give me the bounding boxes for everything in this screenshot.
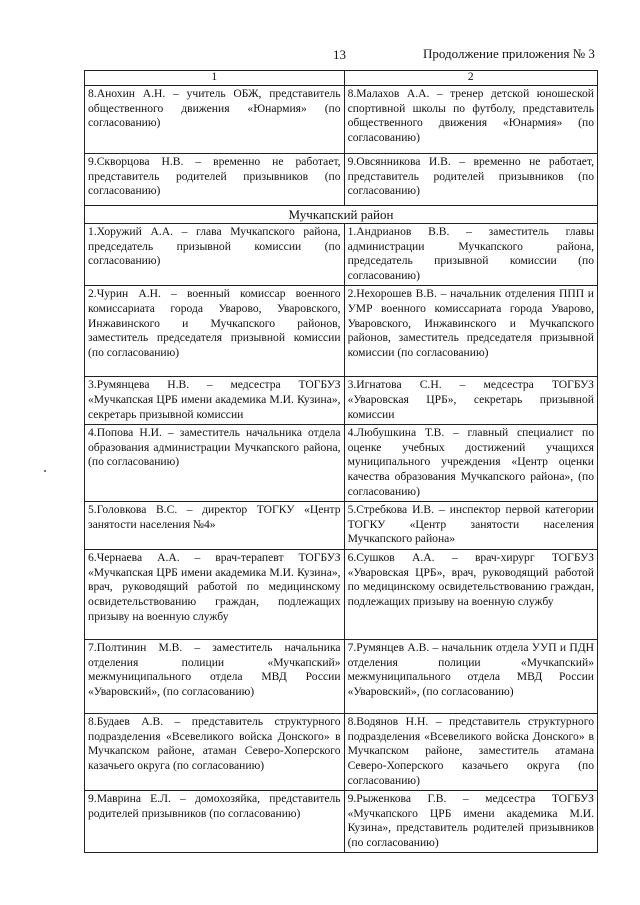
table-row — [85, 791, 598, 853]
table-cell-left: 3.Румянцева Н.В. – медсестра ТОГБУЗ «Мучкапская ЦРБ имени академика М.И. Кузина», секретарь призывной комиссии — [85, 377, 345, 425]
table-cell-left: 5.Головкова В.С. – директор ТОГКУ «Центр занятости населения №4» — [85, 502, 345, 550]
table-cell-right: 1.Андрианов В.В. – заместитель главы администрации Мучкапского района, председатель призывной комиссии (по согласованию) — [344, 224, 597, 286]
table-cell-right: 3.Игнатова С.Н. – медсестра ТОГБУЗ «Уваровская ЦРБ», секретарь призывной комиссии — [344, 377, 597, 425]
table-header-row — [85, 71, 598, 86]
table-row — [85, 502, 598, 550]
table-cell-right: 2.Нехорошев В.В. – начальник отделения ППП и УМР военного комиссариата города Уварово, Уваровского, Инжавинского и Мучкапского районов, заместитель председателя призывной комиссии (по согласованию) — [344, 286, 597, 377]
table-cell-left: 9.Скворцова Н.В. – временно не работает, представитель родителей призывников (по согласованию) — [85, 154, 345, 206]
table-row — [85, 714, 598, 791]
table-cell-right: 8.Малахов А.А. – тренер детской юношеской спортивной школы по футболу, представитель общественного движения «Юнармия» (по согласованию) — [344, 86, 597, 154]
table-cell-left: 8.Анохин А.Н. – учитель ОБЖ, представитель общественного движения «Юнармия» (по согласованию) — [85, 86, 345, 154]
scan-speck — [44, 470, 46, 472]
table-cell-right: 9.Овсянникова И.В. – временно не работает, представитель родителей призывников (по согласованию) — [344, 154, 597, 206]
table-cell-right: 9.Рыженкова Г.В. – медсестра ТОГБУЗ «Мучкапского ЦРБ имени академика М.И. Кузина», представитель родителей призывников (по согласованию) — [344, 791, 597, 853]
table-row — [85, 286, 598, 377]
table-cell-right: 4.Любушкина Т.В. – главный специалист по оценке учебных достижений учащихся муниципального учреждения «Центр оценки качества образования Мучкапского района», (по согласованию) — [344, 425, 597, 502]
section-title: Мучкапский район — [85, 206, 598, 224]
table-row — [85, 377, 598, 425]
page-number: 13 — [333, 47, 346, 62]
table-row — [85, 224, 598, 286]
table-cell-left: 9.Маврина Е.Л. – домохозяйка, представитель родителей призывников (по согласованию) — [85, 791, 345, 853]
section-row — [85, 206, 598, 224]
continuation-label: Продолжение приложения № 3 — [423, 46, 595, 61]
table-cell-left: 7.Полтинин М.В. – заместитель начальника отделения полиции «Мучкапский» межмуниципального отдела МВД России «Уваровский», (по согласованию) — [85, 640, 345, 714]
table-cell-left: 1.Хоружий А.А. – глава Мучкапского района, председатель призывной комиссии (по согласованию) — [85, 224, 345, 286]
table-cell-right: 8.Водянов Н.Н. – представитель структурного подразделения «Всевеликого войска Донского» в Мучкапском районе, заместитель атамана Северо-Хоперского казачьего округа (по согласованию) — [344, 714, 597, 791]
column-header-1: 1 — [85, 71, 345, 86]
table-cell-right: 6.Сушков А.А. – врач-хирург ТОГБУЗ «Уваровская ЦРБ», врач, руководящий работой по медицинскому освидетельствованию граждан, подлежащих призыву на военную службу — [344, 550, 597, 640]
table-row — [85, 550, 598, 640]
table-row — [85, 86, 598, 154]
commission-table — [84, 70, 598, 853]
table-cell-right: 5.Стребкова И.В. – инспектор первой категории ТОГКУ «Центр занятости населения Мучкапского района» — [344, 502, 597, 550]
table-cell-left: 2.Чурин А.Н. – военный комиссар военного комиссариата города Уварово, Уваровского, Инжавинского и Мучкапского районов, заместитель председателя призывной комиссии (по согласованию) — [85, 286, 345, 377]
table-row — [85, 640, 598, 714]
table-cell-right: 7.Румянцев А.В. – начальник отдела УУП и ПДН отделения полиции «Мучкапский» межмуниципального отдела МВД России «Уваровский», (по согласованию) — [344, 640, 597, 714]
table-row — [85, 154, 598, 206]
table-cell-left: 6.Чернаева А.А. – врач-терапевт ТОГБУЗ «Мучкапская ЦРБ имени академика М.И. Кузина», врач, руководящий работой по медицинскому освидетельствованию граждан, подлежащих призыву на военную службу — [85, 550, 345, 640]
table-cell-left: 8.Будаев А.В. – представитель структурного подразделения «Всевеликого войска Донского» в Мучкапском районе, атаман Северо-Хоперского казачьего округа (по согласованию) — [85, 714, 345, 791]
column-header-2: 2 — [344, 71, 597, 86]
table-cell-left: 4.Попова Н.И. – заместитель начальника отдела образования администрации Мучкапского района, (по согласованию) — [85, 425, 345, 502]
table-row — [85, 425, 598, 502]
